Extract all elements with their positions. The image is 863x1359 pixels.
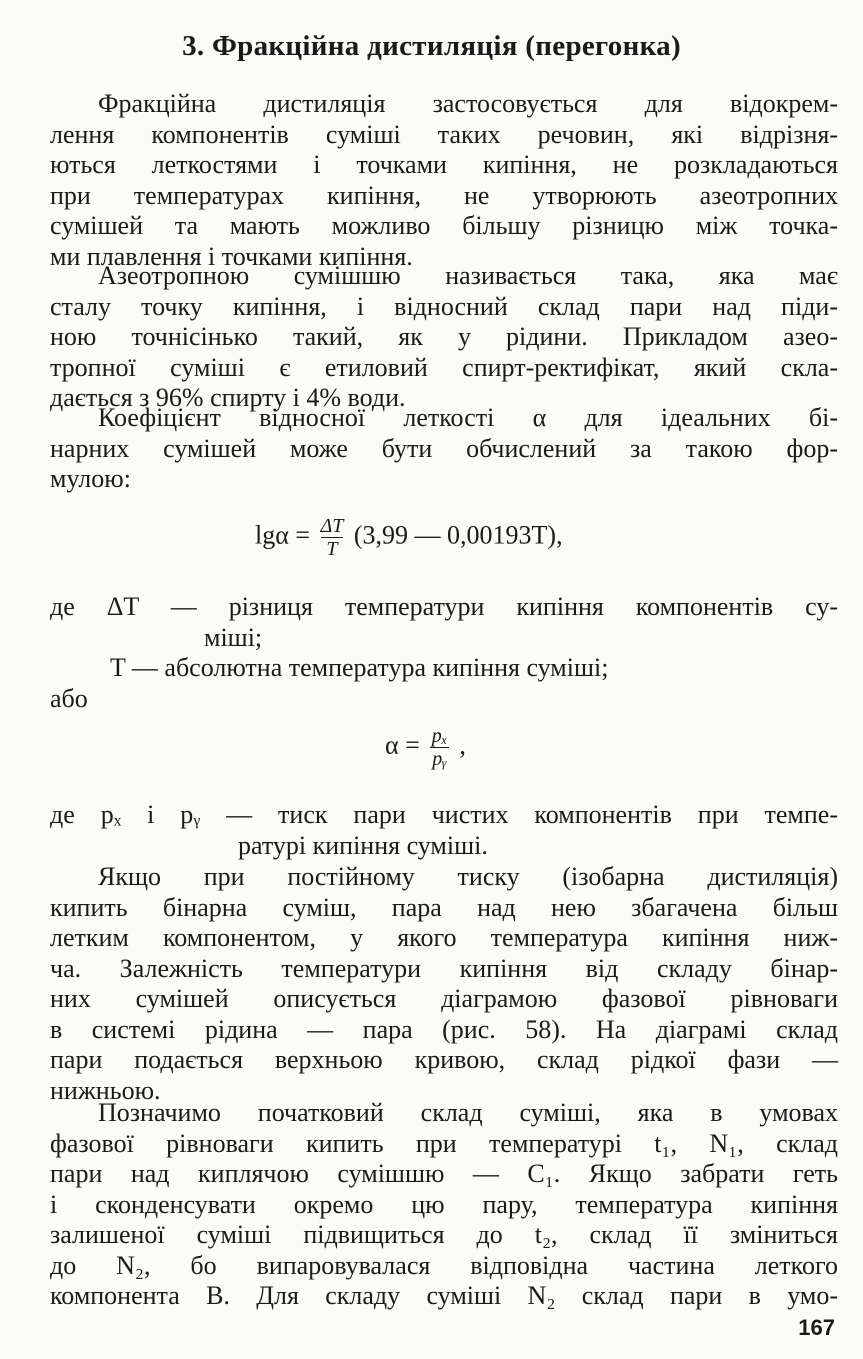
formula-lg-alpha [255, 515, 563, 560]
definition-pressures [50, 800, 838, 861]
text-line: де ΔT — різниця температури кипіння компонентів су- [50, 592, 838, 621]
text-line: летким компонентом, у якого температура кипіння ниж- [50, 923, 838, 952]
fraction-numerator: pₓ [431, 725, 448, 747]
paragraph-initial-composition [50, 1098, 838, 1312]
page-number: 167 [798, 1315, 835, 1340]
text-line: Якщо при постійному тиску (ізобарна дистиляція) [98, 862, 838, 891]
text-line: сумішей та мають можливо більшу різницю між точка- [50, 211, 838, 240]
text-line: залишеної суміші підвищиться до t₂, склад її зміниться [50, 1220, 838, 1249]
text-line: сталу точку кипіння, і відносний склад пари над піди- [50, 291, 838, 321]
text-line: ча. Залежність температури кипіння від складу бінар- [50, 953, 838, 983]
formula-alpha-ratio [385, 725, 466, 770]
text-line: Азеотропною сумішшю називається така, яка має [98, 261, 838, 290]
formula-lhs: lgα = [255, 520, 311, 550]
text-line: Позначимо початковий склад суміші, яка в умовах [98, 1098, 838, 1127]
paragraph-volatility-coefficient [50, 403, 838, 495]
fraction-denominator: pᵧ [432, 748, 447, 770]
paragraph-isobaric-distillation [50, 862, 838, 1106]
text-line: нарних сумішей може бути обчислений за такою фор- [50, 433, 838, 463]
text-line: ною точнісінько такий, як у рідини. Прикладом азео- [50, 322, 838, 351]
text-line: і сконденсувати окремо цю пару, температура кипіння [50, 1189, 838, 1219]
definition-delta-t [50, 592, 838, 653]
text-line: нижньою. [50, 1075, 161, 1105]
text-line: пари подається верхньою кривою, склад рідкої фази — [50, 1045, 838, 1074]
text-line: кипить бінарна суміш, пара над нею збагачена більш [50, 892, 838, 922]
text-line: дається з 96% спирту і 4% води. [50, 383, 406, 412]
text-line: до N₂, бо випаровувалася відповідна частина леткого [50, 1250, 838, 1280]
formula-tail: , [459, 730, 466, 760]
definition-t [110, 653, 608, 684]
text-line: в системі рідина — пара (рис. 58). На діаграмі склад [50, 1014, 838, 1044]
text-line: тропної суміші є етиловий спирт-ректифікат, який скла- [50, 352, 838, 382]
text-line: фазової рівноваги кипить при температурі t₁, N₁, склад [50, 1128, 838, 1158]
section-heading: 3. Фракційна дистиляція (перегонка) [182, 30, 681, 62]
text-line: де pₓ і pᵧ — тиск пари чистих компонентів при темпе- [50, 800, 838, 829]
text-line: компонента B. Для складу суміші N₂ склад пари в умо- [50, 1281, 838, 1310]
text-line: міші; [204, 622, 263, 652]
formula-lhs: α = [385, 730, 420, 760]
formula-fraction [321, 515, 344, 560]
fraction-denominator: T [321, 537, 344, 560]
text-line: T — абсолютна температура кипіння суміші; [110, 653, 609, 682]
text-line: лення компонентів суміші таких речовин, які відрізня- [50, 119, 838, 149]
text-line: або [50, 684, 88, 713]
fraction-numerator: ΔT [320, 515, 344, 537]
text-line: Коефіцієнт відносної леткості α для ідеальних бі- [98, 403, 838, 432]
formula-fraction [430, 725, 449, 770]
word-abo [50, 684, 88, 715]
text-line: ми плавлення і точками кипіння. [50, 241, 413, 271]
formula-rhs: (3,99 — 0,00193T), [353, 520, 563, 550]
text-line: Фракційна дистиляція застосовується для відокрем- [98, 89, 838, 118]
text-line: мулою: [50, 464, 131, 493]
paragraph-fractional-distillation [50, 89, 838, 272]
text-line: пари над киплячою сумішшю — C₁. Якщо забрати геть [50, 1159, 838, 1188]
text-line: них сумішей описується діаграмою фазової рівноваги [50, 984, 838, 1013]
text-line: ратурі кипіння суміші. [238, 830, 488, 860]
text-line: при температурах кипіння, не утворюють азеотропних [50, 180, 838, 210]
text-line: ються леткостями і точками кипіння, не розкладаються [50, 150, 838, 179]
paragraph-azeotrope [50, 261, 838, 414]
